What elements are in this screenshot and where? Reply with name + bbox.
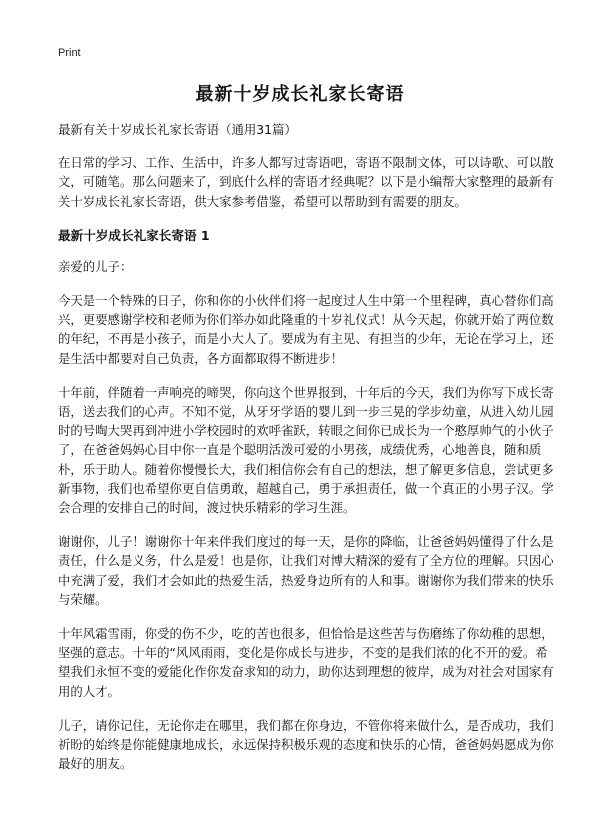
- section-heading: 最新十岁成长礼家长寄语 1: [58, 227, 210, 243]
- print-link[interactable]: Print: [58, 47, 81, 59]
- body-paragraph-5: 儿子，请你记住，无论你走在哪里，我们都在你身边，不管你将来做什么，是否成功，我们祈盼的始终是你能健康地成长，永远保持积极乐观的态度和快乐的心情，爸爸妈妈愿成为你最好的朋友。: [58, 717, 554, 772]
- document-subtitle: 最新有关十岁成长礼家长寄语（通用31篇）: [58, 122, 297, 137]
- greeting-line: 亲爱的儿子：: [58, 258, 133, 274]
- document-title: 最新十岁成长礼家长寄语: [195, 84, 405, 105]
- body-paragraph-1: 今天是一个特殊的日子，你和你的小伙伴们将一起度过人生中第一个里程碑，真心替你们高兴，更要感谢学校和老师为你们举办如此隆重的十岁礼仪式！从今天起，你就开始了两位数的年纪，不再是小孩子，而是小大人了。要成为有主见、有担当的少年，无论在学习上，还是生活中都要对自己负责，各方面都取得不断进步！: [58, 293, 554, 366]
- body-paragraph-2: 十年前，伴随着一声响亮的啼哭，你向这个世界报到，十年后的今天，我们为你写下成长寄语，送去我们的心声。不知不觉，从牙牙学语的婴儿到一步三晃的学步幼童，从进入幼儿园时的号啕大哭再到冲进小学校园时的欢呼雀跃，转眼之间你已成长为一个憨厚帅气的小伙子了，在爸爸妈妈心目中你一直是个聪明活泼可爱的小男孩，成绩优秀，心地善良，随和质朴，乐于助人。随着你慢慢长大，我们相信你会有自己的想法，想了解更多信息，尝试更多新事物，我们也希望你更自信勇敢，超越自己，勇于承担责任，做一个真正的小男子汉。学会合理的安排自己的时间，渡过快乐精彩的学习生涯。: [58, 384, 554, 516]
- body-paragraph-3: 谢谢你，儿子！谢谢你十年来伴我们度过的每一天，是你的降临，让爸爸妈妈懂得了什么是责任，什么是义务，什么是爱！也是你，让我们对博大精深的爱有了全方位的理解。只因心中充满了爱，我们才会如此的热爱生活，热爱身边所有的人和事。谢谢你为我们带来的快乐与荣耀。: [58, 534, 554, 607]
- document-body: [58, 120, 558, 788]
- body-paragraph-4: 十年风霜雪雨，你受的伤不少，吃的苦也很多，但恰恰是这些苦与伤磨练了你幼稚的思想，坚强的意志。十年的“风风雨雨，变化是你成长与进步，不变的是我们浓的化不开的爱。希望我们永恒不变的爱能化作你发奋求知的动力，助你达到理想的彼岸，成为对社会对国家有用的人才。: [58, 626, 554, 699]
- intro-paragraph: 在日常的学习、工作、生活中，许多人都写过寄语吧，寄语不限制文体，可以诗歌、可以散文，可随笔。那么问题来了，到底什么样的寄语才经典呢？以下是小编帮大家整理的最新有关十岁成长礼家长寄语，供大家参考借鉴，希望可以帮助到有需要的朋友。: [58, 155, 554, 209]
